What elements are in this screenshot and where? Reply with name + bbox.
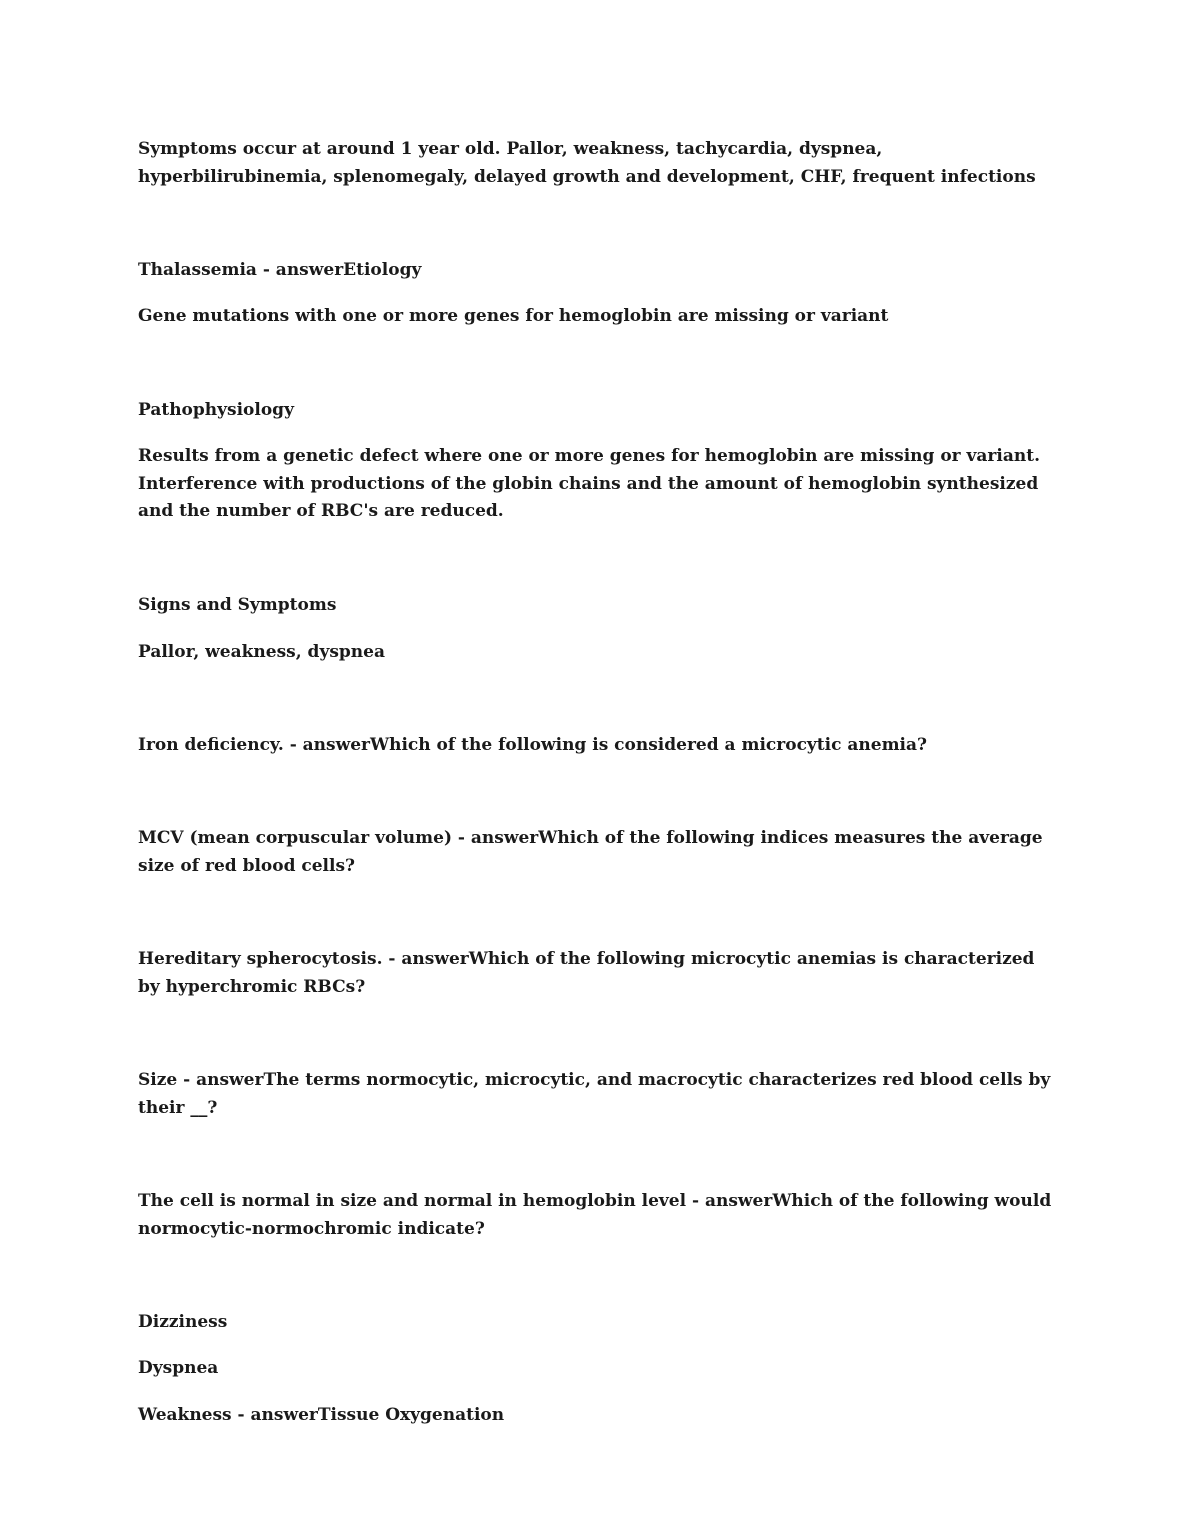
qa-normocytic-normochromic: The cell is normal in size and normal in hemoglobin level - answerWhich of the following would normocytic-normochromic indicate? — [138, 1191, 1052, 1239]
list-item-dizziness: Dizziness — [138, 1312, 228, 1332]
heading-signs-and-symptoms: Signs and Symptoms — [138, 595, 337, 615]
qa-iron-deficiency: Iron deficiency. - answerWhich of the following is considered a microcytic anemia? — [138, 735, 927, 755]
heading-pathophysiology: Pathophysiology — [138, 400, 294, 420]
paragraph-symptoms-onset: Symptoms occur at around 1 year old. Pallor, weakness, tachycardia, dyspnea, hyperbilirubinemia, splenomegaly, delayed growth and development, CHF, frequent infections — [138, 139, 1036, 187]
list-item-dyspnea: Dyspnea — [138, 1358, 219, 1378]
paragraph-pathophysiology-detail: Results from a genetic defect where one or more genes for hemoglobin are missing or variant. Interference with productions of the globin chains and the amount of hemoglobin synthesized and the number of RBC's are reduced. — [138, 446, 1040, 521]
paragraph-thalassemia-etiology: Thalassemia - answerEtiology — [138, 260, 422, 280]
qa-size: Size - answerThe terms normocytic, microcytic, and macrocytic characterizes red blood cells by their __? — [138, 1070, 1051, 1118]
qa-mcv: MCV (mean corpuscular volume) - answerWhich of the following indices measures the average size of red blood cells? — [138, 828, 1043, 876]
paragraph-gene-mutations: Gene mutations with one or more genes for hemoglobin are missing or variant — [138, 306, 889, 326]
qa-weakness-tissue-oxygenation: Weakness - answerTissue Oxygenation — [138, 1405, 505, 1425]
qa-hereditary-spherocytosis: Hereditary spherocytosis. - answerWhich of the following microcytic anemias is characterized by hyperchromic RBCs? — [138, 949, 1035, 997]
paragraph-signs-list: Pallor, weakness, dyspnea — [138, 642, 385, 662]
